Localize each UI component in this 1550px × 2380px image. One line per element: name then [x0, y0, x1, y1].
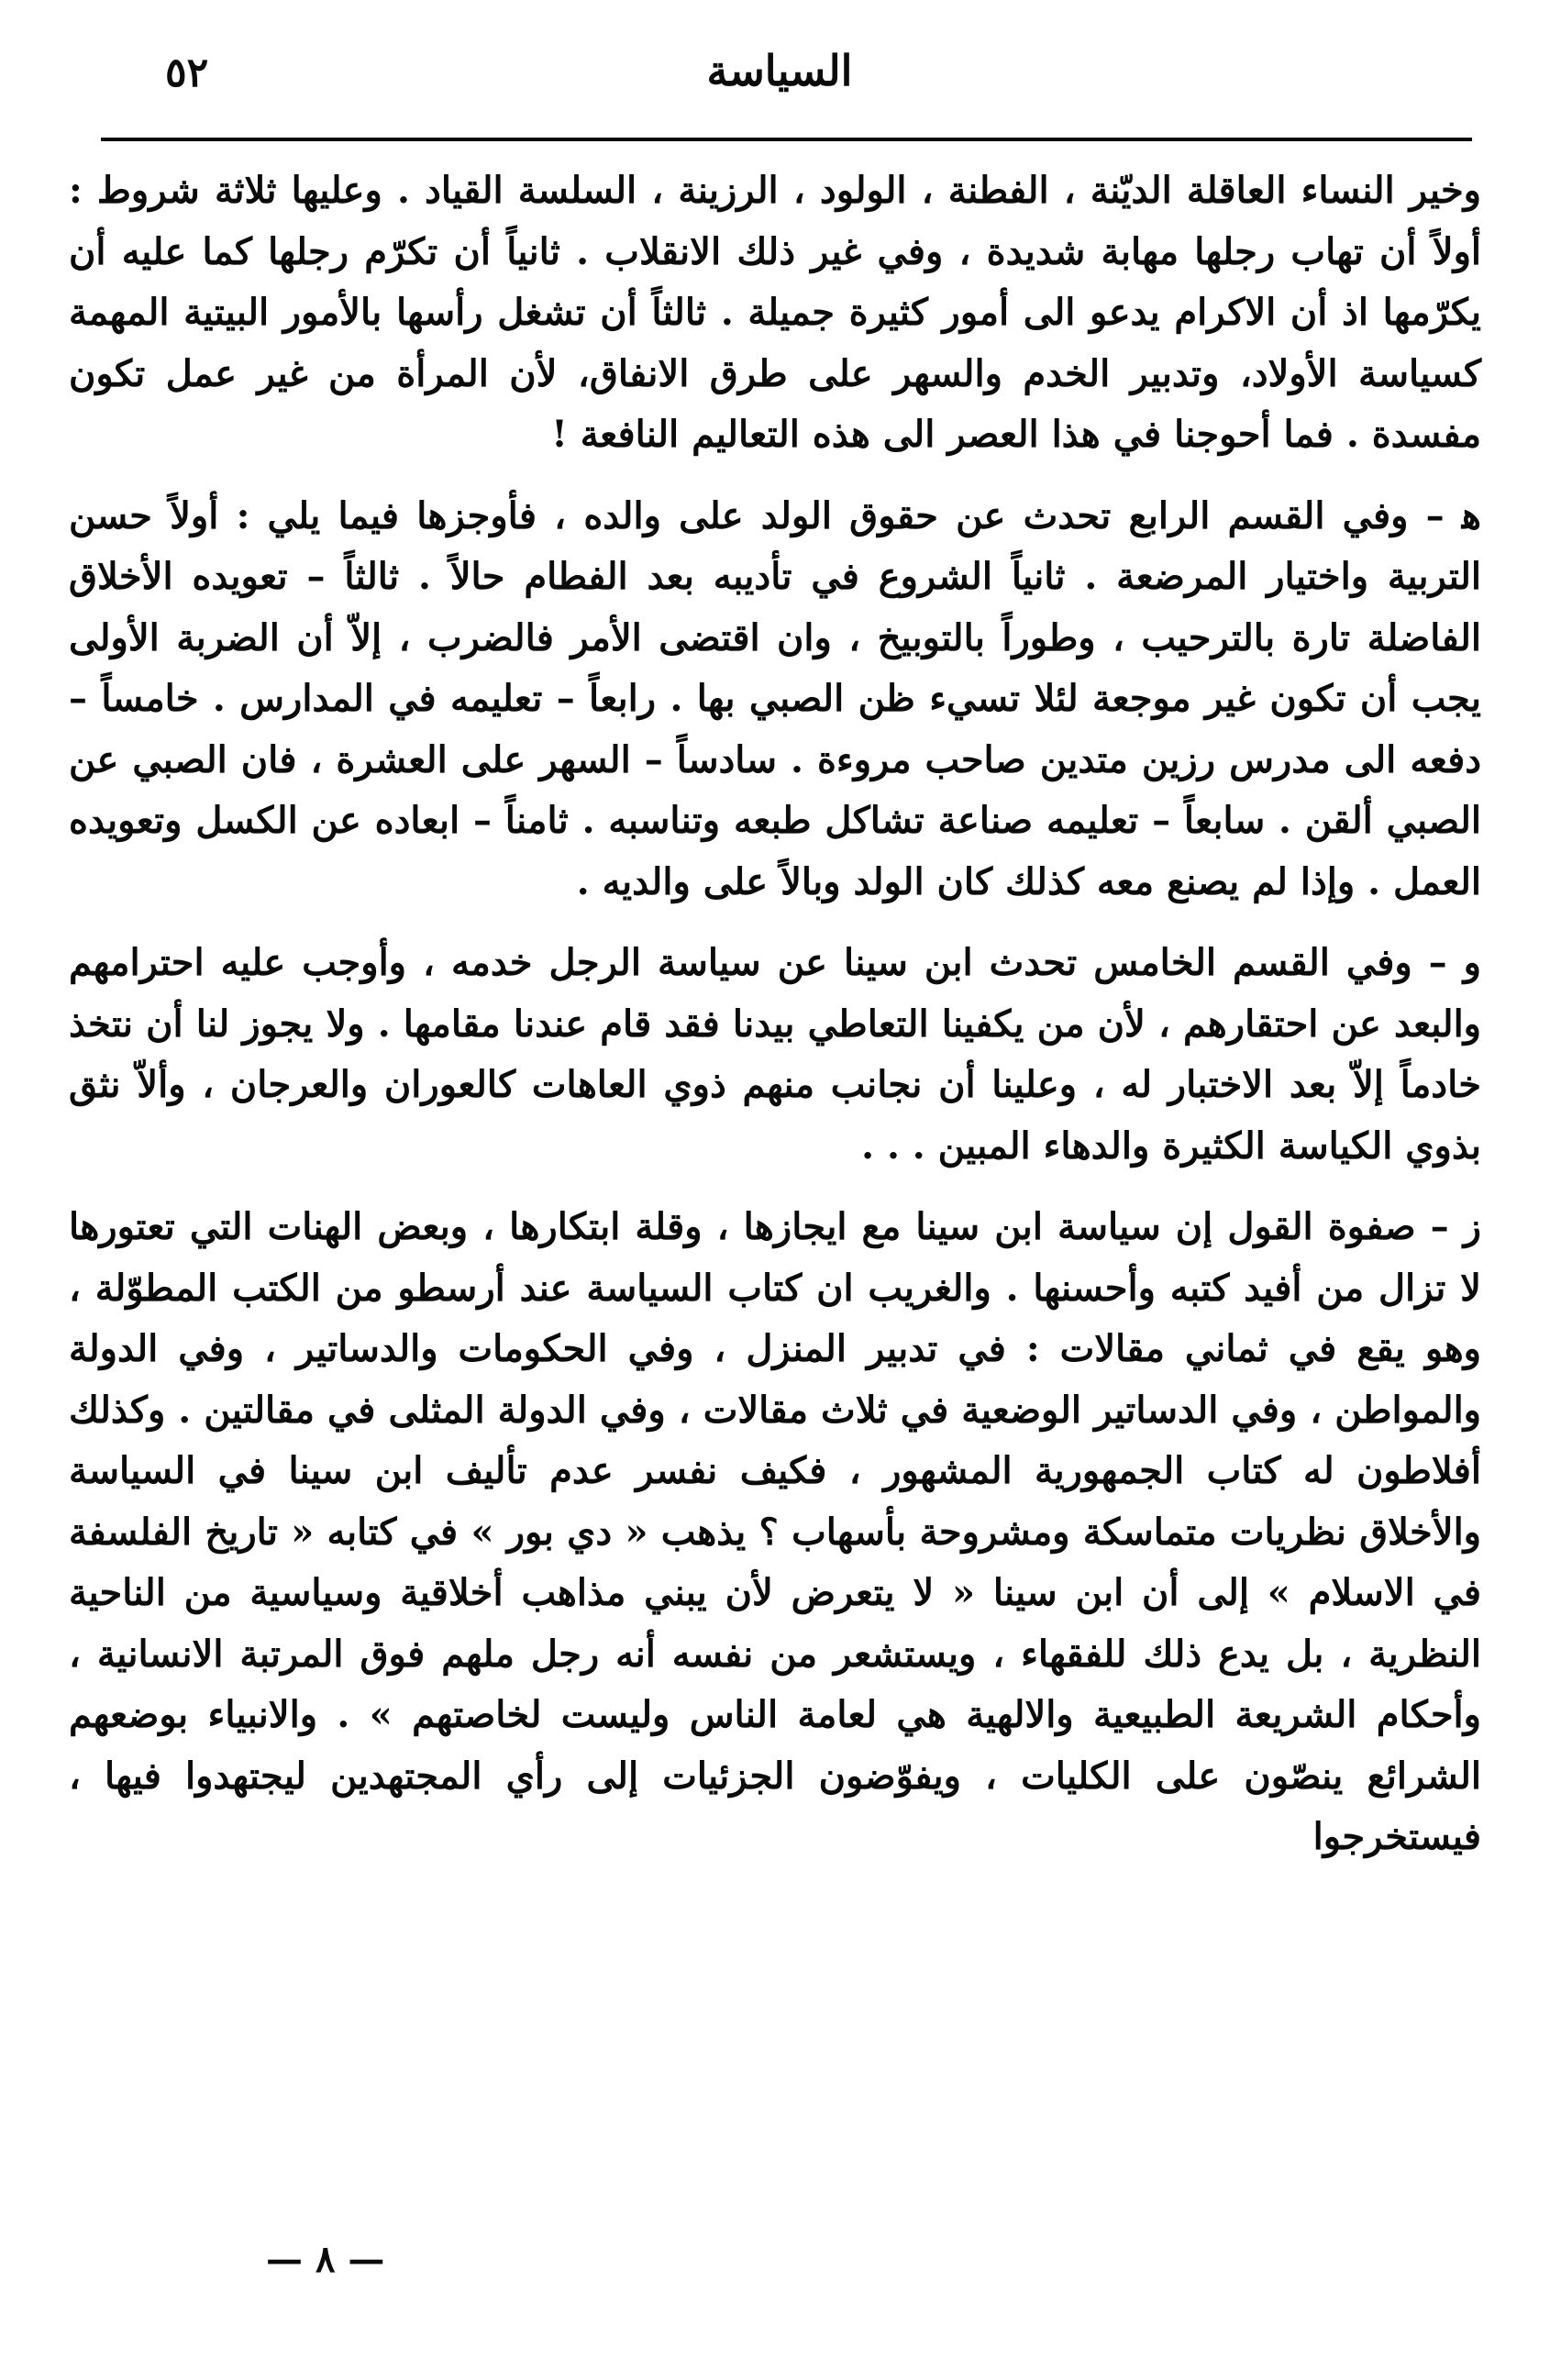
paragraph-section-waw: و – وفي القسم الخامس تحدث ابن سينا عن سياسة الرجل خدمه ، وأوجب عليه احترامهم والبعد عن احتقارهم ، لأن من يكفينا التعاطي بيدنا فقد قام عندنا مقامها . ولا يجوز لنا أن نتخذ خادماً إلاّ بعد الاختبار له ، وعلينا أن نجانب منهم ذوي العاهات كالعوران والعرجان ، وألاّ نثق بذوي الكياسة الكثيرة والدهاء المبين . . . — [69, 941, 1481, 1168]
header-rule — [101, 138, 1472, 141]
paragraph-section-zay: ز – صفوة القول إن سياسة ابن سينا مع ايجازها ، وقلة ابتكارها ، وبعض الهنات التي تعتورها لا تزال من أفيد كتبه وأحسنها . والغريب ان كتاب السياسة عند أرسطو من الكتب المطوّلة ، وهو يقع في ثماني مقالات : في تدبير المنزل ، وفي الحكومات والدساتير ، وفي الدولة والمواطن ، وفي الدساتير الوضعية في ثلاث مقالات ، وفي الدولة المثلى في مقالتين . وكذلك أفلاطون له كتاب الجمهورية المشهور ، فكيف نفسر عدم تأليف ابن سينا في السياسة والأخلاق نظريات متماسكة ومشروحة بأسهاب ؟ يذهب « دي بور » في كتابه « تاريخ الفلسفة في الاسلام » إلى أن ابن سينا « لا يتعرض لأن يبني مذاهب أخلاقية وسياسية من الناحية النظرية ، بل يدع ذلك للفقهاء ، ويستشعر من نفسه أنه رجل ملهم فوق المرتبة الانسانية ، وأحكام الشريعة الطبيعية والالهية هي لعامة الناس وليست لخاصتهم » . والانبياء بوضعهم الشرائع ينصّون على الكليات ، ويفوّضون الجزئيات إلى رأي المجتهدين ليجتهدوا فيها ، فيستخرجوا — [69, 1205, 1481, 1858]
paragraph-women: وخير النساء العاقلة الديّنة ، الفطنة ، الولود ، الرزينة ، السلسة القياد . وعليها ثلاثة شروط : أولاً أن تهاب رجلها مهابة شديدة ، وفي غير ذلك الانقلاب . ثانياً أن تكرّم رجلها كما عليه أن يكرّمها اذ أن الاكرام يدعو الى أمور كثيرة جميلة . ثالثاً أن تشغل رأسها بالأمور البيتية المهمة كسياسة الأولاد، وتدبير الخدم والسهر على طرق الانفاق، لأن المرأة من غير عمل تكون مفسدة . فما أحوجنا في هذا العصر الى هذه التعاليم النافعة ! — [69, 169, 1481, 456]
page-number: ٥٢ — [165, 50, 209, 96]
paragraph-section-he: ﻫ – وفي القسم الرابع تحدث عن حقوق الولد على والده ، فأوجزها فيما يلي : أولاً حسن التربية واختيار المرضعة . ثانياً الشروع في تأديبه بعد الفطام حالاً . ثالثاً – تعويده الأخلاق الفاضلة تارة بالترحيب ، وطوراً بالتوبيخ ، وان اقتضى الأمر فالضرب ، إلاّ أن الضربة الأولى يجب أن تكون غير موجعة لئلا تسيء ظن الصبي بها . رابعاً – تعليمه في المدارس . خامساً – دفعه الى مدرس رزين متدين صاحب مروءة . سادساً – السهر على العشرة ، فان الصبي عن الصبي ألقن . سابعاً – تعليمه صناعة تشاكل طبعه وتناسبه . ثامناً – ابعاده عن الكسل وتعويده العمل . وإذا لم يصنع معه كذلك كان الولد وبالاً على والديه . — [69, 493, 1481, 903]
running-title: السياسة — [706, 46, 853, 95]
body-text — [69, 161, 1481, 1868]
signature-folio: — ٨ — — [266, 2238, 385, 2281]
running-header — [101, 37, 1458, 101]
